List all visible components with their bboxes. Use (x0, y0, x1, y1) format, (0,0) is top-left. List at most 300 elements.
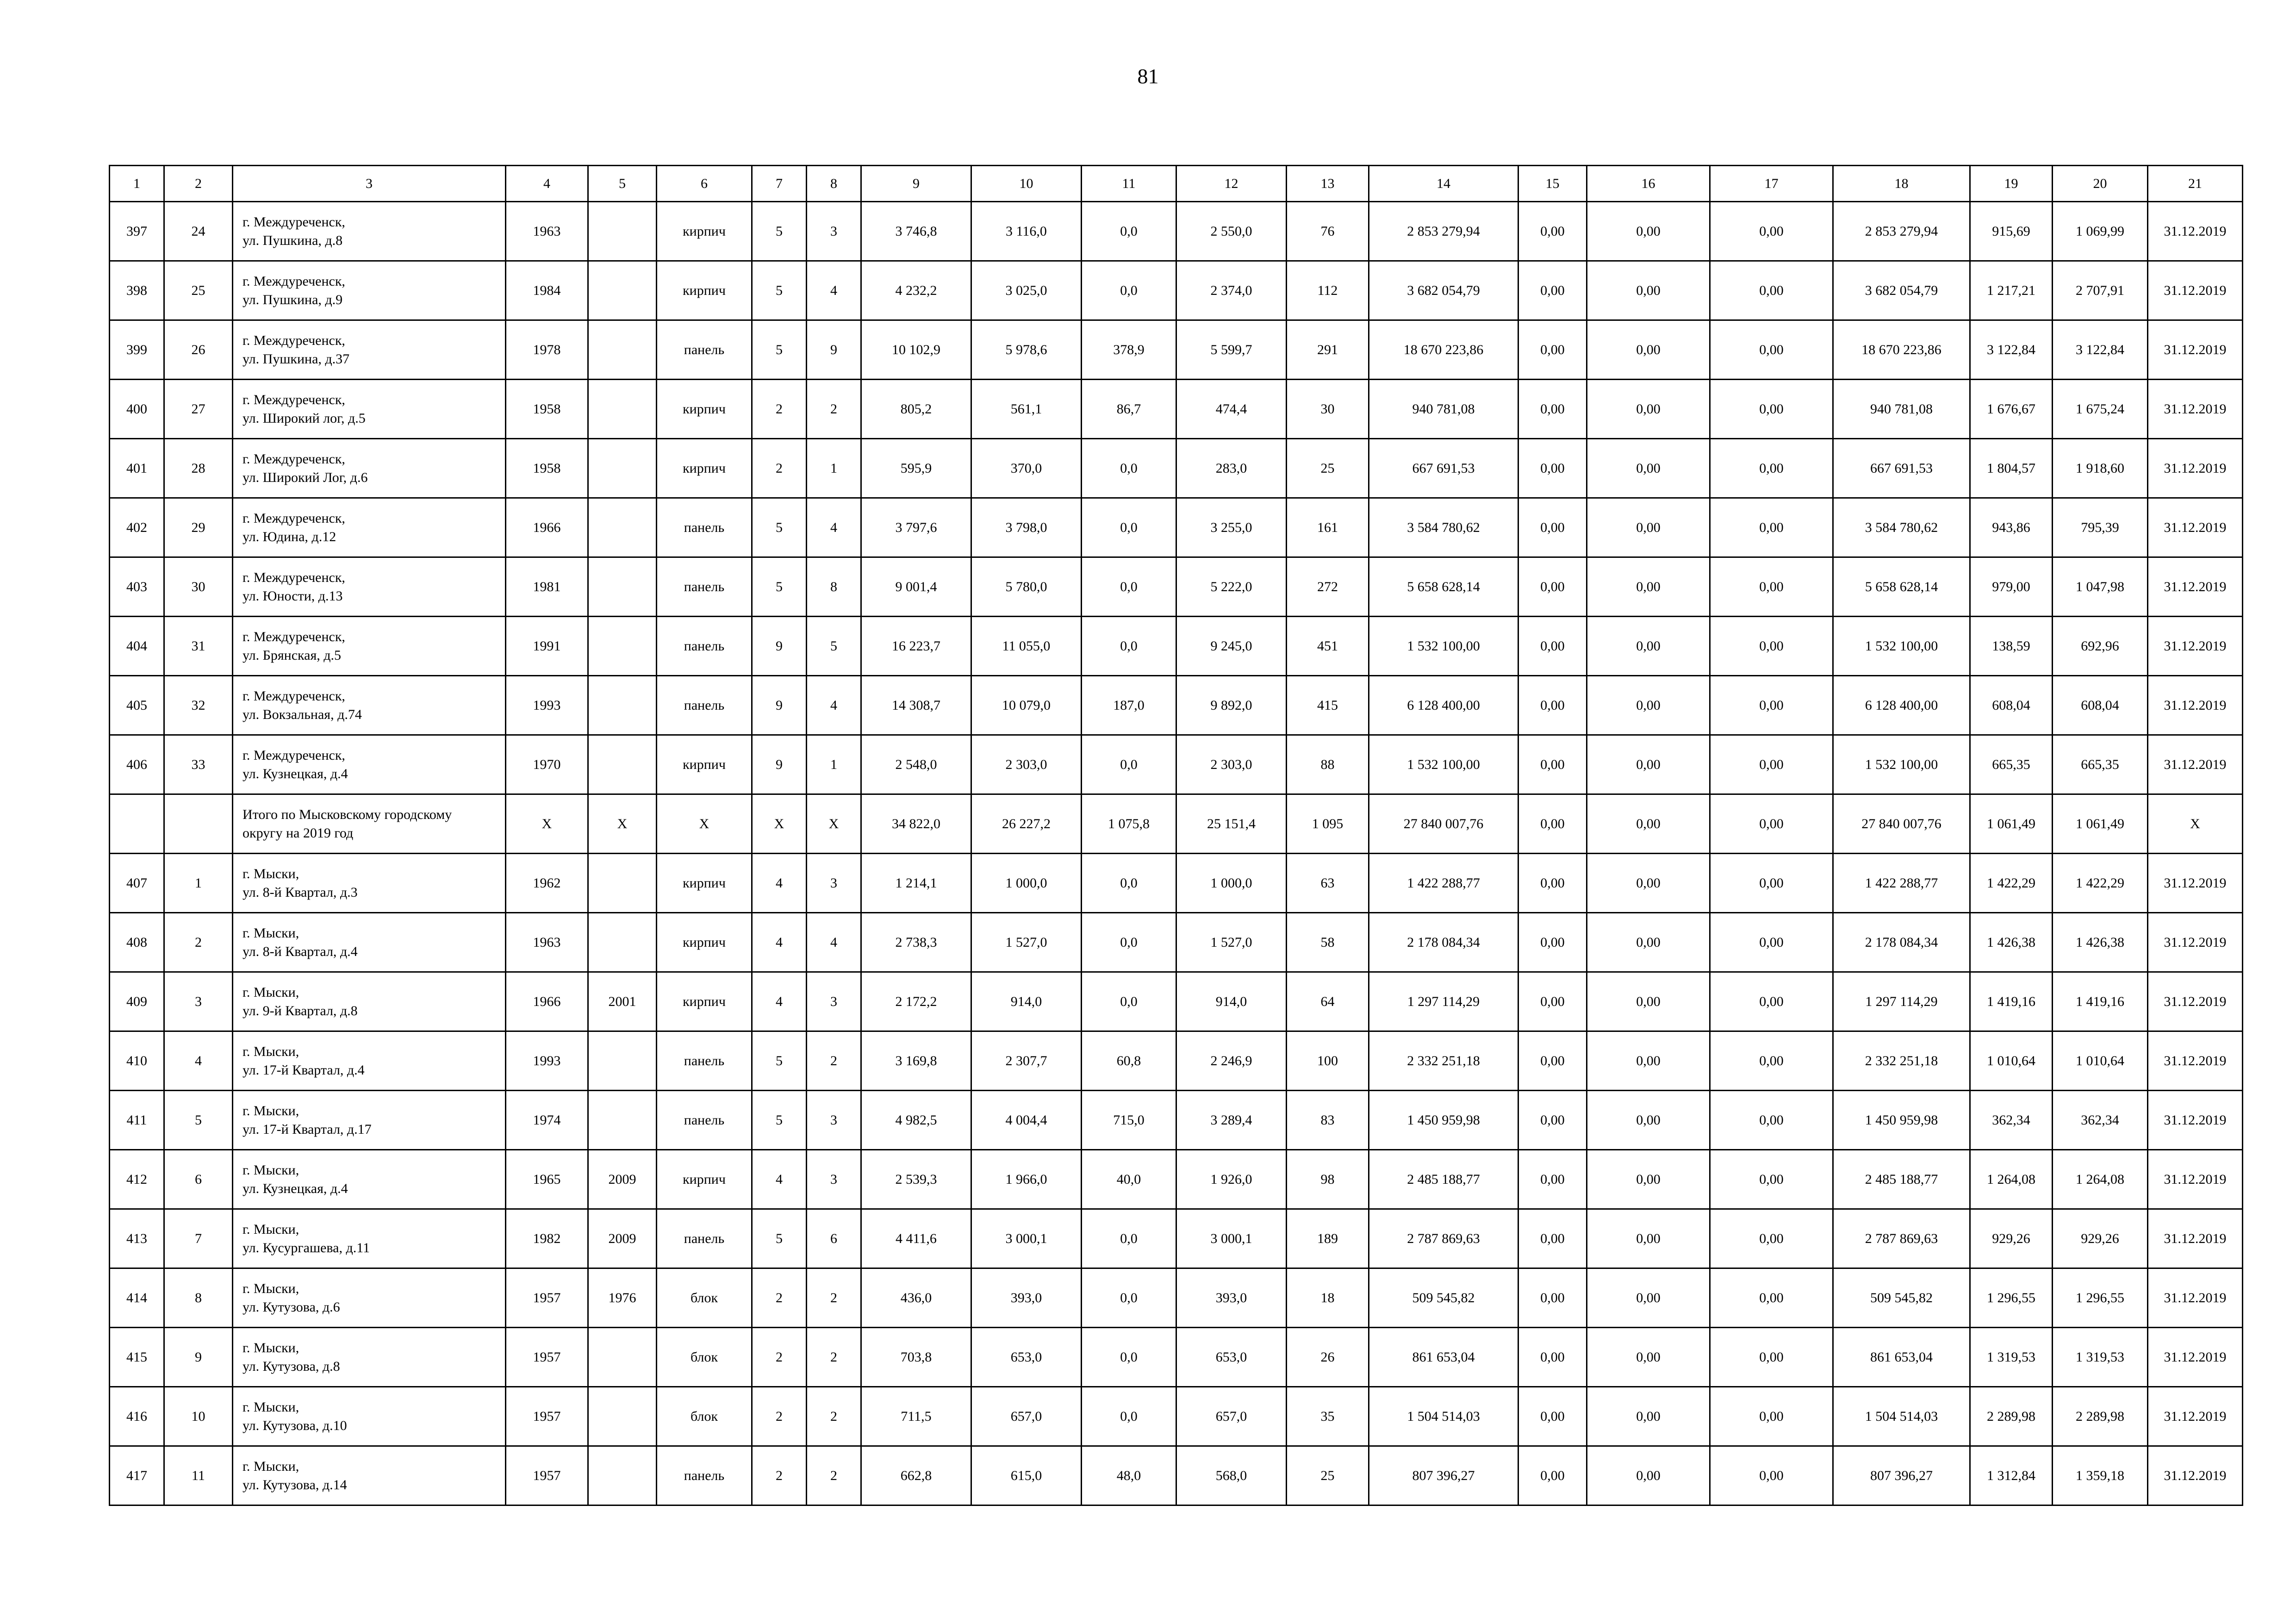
table-cell: 657,0 (1176, 1387, 1287, 1446)
table-cell: 1 527,0 (1176, 913, 1287, 972)
table-cell: 25 (164, 261, 233, 320)
table-cell: 451 (1287, 617, 1369, 676)
table-cell: 0,00 (1518, 854, 1587, 913)
table-cell: 929,26 (1970, 1209, 2053, 1268)
table-cell: 398 (110, 261, 164, 320)
table-cell: 0,00 (1710, 380, 1833, 439)
table-cell: 0,00 (1710, 1446, 1833, 1505)
table-cell: 5 (752, 1091, 807, 1150)
table-cell: 31.12.2019 (2148, 1268, 2243, 1328)
table-cell: 4 004,4 (971, 1091, 1082, 1150)
table-cell: 0,00 (1518, 1091, 1587, 1150)
table-cell: 914,0 (1176, 972, 1287, 1031)
table-cell: 0,00 (1710, 1091, 1833, 1150)
table-cell: 1 312,84 (1970, 1446, 2053, 1505)
table-cell: 1 214,1 (861, 854, 971, 913)
table-cell: 415 (110, 1328, 164, 1387)
address-line: г. Междуреченск, (243, 392, 345, 407)
table-cell: 1 532 100,00 (1369, 617, 1518, 676)
address-cell (233, 735, 506, 794)
table-cell: 2 332 251,18 (1369, 1031, 1518, 1091)
table-cell: 1 (807, 439, 861, 498)
table-cell: 1963 (506, 202, 588, 261)
table-row (110, 1446, 2243, 1505)
table-cell: 5 (807, 617, 861, 676)
table-cell: 0,00 (1587, 617, 1710, 676)
address-line: округу на 2019 год (243, 825, 354, 841)
table-cell: 31.12.2019 (2148, 1091, 2243, 1150)
address-cell (233, 854, 506, 913)
table-cell: 0,00 (1587, 261, 1710, 320)
table-cell: 26 227,2 (971, 794, 1082, 854)
table-cell: 3 000,1 (1176, 1209, 1287, 1268)
table-cell (588, 735, 657, 794)
table-cell: 3 (807, 972, 861, 1031)
table-cell: 5 222,0 (1176, 557, 1287, 617)
address-line: ул. Брянская, д.5 (243, 647, 342, 663)
table-cell: 0,00 (1518, 794, 1587, 854)
table-cell: 35 (1287, 1387, 1369, 1446)
table-cell: 1 (164, 854, 233, 913)
table-cell: 1 061,49 (1970, 794, 2053, 854)
table-cell: кирпич (657, 972, 752, 1031)
table-cell (588, 1031, 657, 1091)
table-cell: 2 (752, 1446, 807, 1505)
table-cell: 2 (807, 1031, 861, 1091)
table-cell: 1 359,18 (2053, 1446, 2148, 1505)
table-cell: 34 822,0 (861, 794, 971, 854)
table-cell: X (506, 794, 588, 854)
table-cell: 1 (807, 735, 861, 794)
table-cell: 979,00 (1970, 557, 2053, 617)
table-cell: 1 675,24 (2053, 380, 2148, 439)
table-cell: 2 539,3 (861, 1150, 971, 1209)
address-line: г. Междуреченск, (243, 214, 345, 230)
table-cell: 474,4 (1176, 380, 1287, 439)
table-cell: 1 047,98 (2053, 557, 2148, 617)
table-cell: 2 (807, 1387, 861, 1446)
address-line: ул. Кузнецкая, д.4 (243, 1181, 348, 1196)
table-cell: 5 (752, 498, 807, 557)
table-cell (588, 617, 657, 676)
address-line: ул. 17-й Квартал, д.17 (243, 1121, 372, 1137)
table-row (110, 854, 2243, 913)
table-cell: 0,00 (1587, 972, 1710, 1031)
table-cell: 940 781,08 (1833, 380, 1970, 439)
table-cell: 10 (164, 1387, 233, 1446)
table-cell: 0,00 (1710, 557, 1833, 617)
table-cell: панель (657, 617, 752, 676)
table-cell: 0,00 (1518, 380, 1587, 439)
table-cell (588, 261, 657, 320)
table-cell: 0,0 (1082, 439, 1176, 498)
address-cell (233, 557, 506, 617)
table-cell: 5 (752, 557, 807, 617)
table-cell: 393,0 (971, 1268, 1082, 1328)
table-cell: 0,00 (1710, 439, 1833, 498)
address-line: ул. Пушкина, д.37 (243, 351, 350, 367)
table-cell: 24 (164, 202, 233, 261)
table-cell: 33 (164, 735, 233, 794)
table-cell: 400 (110, 380, 164, 439)
table-cell: 509 545,82 (1369, 1268, 1518, 1328)
table-cell: 6 (807, 1209, 861, 1268)
table-cell: 9 (807, 320, 861, 380)
table-cell: 0,00 (1518, 617, 1587, 676)
table-cell: 0,00 (1710, 794, 1833, 854)
table-cell: панель (657, 676, 752, 735)
table-cell: 1 069,99 (2053, 202, 2148, 261)
table-cell: 0,00 (1587, 1209, 1710, 1268)
table-cell: 0,00 (1518, 498, 1587, 557)
table-cell: 1 296,55 (2053, 1268, 2148, 1328)
table-cell: 2 (752, 1387, 807, 1446)
table-cell: 805,2 (861, 380, 971, 439)
table-cell: 0,00 (1587, 1446, 1710, 1505)
table-cell: 2 374,0 (1176, 261, 1287, 320)
table-cell: 0,00 (1587, 498, 1710, 557)
address-line: г. Мыски, (243, 1103, 299, 1118)
table-cell: 27 840 007,76 (1833, 794, 1970, 854)
table-cell: 0,0 (1082, 913, 1176, 972)
table-cell: 83 (1287, 1091, 1369, 1150)
table-cell: 9 (164, 1328, 233, 1387)
table-cell: 0,00 (1587, 380, 1710, 439)
table-cell: 31.12.2019 (2148, 202, 2243, 261)
table-cell: 4 (807, 498, 861, 557)
table-cell: 608,04 (2053, 676, 2148, 735)
table-cell: 1 297 114,29 (1833, 972, 1970, 1031)
table-cell: 1 426,38 (1970, 913, 2053, 972)
table-cell: 0,00 (1518, 320, 1587, 380)
table-cell: 3 682 054,79 (1369, 261, 1518, 320)
address-line: г. Междуреченск, (243, 510, 345, 526)
column-header: 4 (506, 166, 588, 202)
table-cell: 6 128 400,00 (1369, 676, 1518, 735)
table-cell: 1 000,0 (1176, 854, 1287, 913)
table-cell: 416 (110, 1387, 164, 1446)
column-header: 13 (1287, 166, 1369, 202)
table-cell: 393,0 (1176, 1268, 1287, 1328)
table-cell: 8 (164, 1268, 233, 1328)
table-cell: 283,0 (1176, 439, 1287, 498)
table-cell: 1 419,16 (2053, 972, 2148, 1031)
table-cell: 595,9 (861, 439, 971, 498)
table-cell: 403 (110, 557, 164, 617)
table-cell: 2 787 869,63 (1833, 1209, 1970, 1268)
table-cell: 0,00 (1710, 320, 1833, 380)
table-cell: панель (657, 320, 752, 380)
table-row (110, 1031, 2243, 1091)
table-cell: 0,00 (1587, 794, 1710, 854)
table-cell: 1 095 (1287, 794, 1369, 854)
table-cell: 25 (1287, 439, 1369, 498)
table-cell: 3 (807, 202, 861, 261)
column-header: 15 (1518, 166, 1587, 202)
table-cell: 2 289,98 (2053, 1387, 2148, 1446)
table-cell: 807 396,27 (1833, 1446, 1970, 1505)
table-cell: X (588, 794, 657, 854)
table-cell: 1958 (506, 439, 588, 498)
table-cell: 1963 (506, 913, 588, 972)
table-cell: 0,00 (1587, 1268, 1710, 1328)
address-cell (233, 1091, 506, 1150)
table-cell: 3 122,84 (1970, 320, 2053, 380)
table-cell: 3 289,4 (1176, 1091, 1287, 1150)
table-cell: 715,0 (1082, 1091, 1176, 1150)
table-cell: 31.12.2019 (2148, 913, 2243, 972)
table-cell: 2 787 869,63 (1369, 1209, 1518, 1268)
table-cell: 1 319,53 (2053, 1328, 2148, 1387)
table-cell: 3 682 054,79 (1833, 261, 1970, 320)
column-header: 16 (1587, 166, 1710, 202)
table-cell: 0,00 (1587, 1387, 1710, 1446)
table-cell: 2 (807, 380, 861, 439)
table-cell: 0,00 (1518, 1387, 1587, 1446)
table-cell: кирпич (657, 913, 752, 972)
table-cell: 0,00 (1587, 676, 1710, 735)
address-line: г. Междуреченск, (243, 629, 345, 644)
housing-table (109, 165, 2243, 1506)
address-cell (233, 498, 506, 557)
total-row (110, 794, 2243, 854)
table-cell: 1 419,16 (1970, 972, 2053, 1031)
column-header: 19 (1970, 166, 2053, 202)
table-cell: 1 918,60 (2053, 439, 2148, 498)
table-cell: 3 584 780,62 (1369, 498, 1518, 557)
table-row (110, 617, 2243, 676)
table-cell: 795,39 (2053, 498, 2148, 557)
table-cell: 0,00 (1710, 1031, 1833, 1091)
table-cell: 26 (1287, 1328, 1369, 1387)
table-cell: 1 422 288,77 (1833, 854, 1970, 913)
table-cell: 0,00 (1710, 261, 1833, 320)
table-cell: кирпич (657, 1150, 752, 1209)
table-cell: 9 (752, 676, 807, 735)
table-cell: 31.12.2019 (2148, 439, 2243, 498)
table-cell: 14 308,7 (861, 676, 971, 735)
table-cell: 2 485 188,77 (1833, 1150, 1970, 1209)
table-cell: 914,0 (971, 972, 1082, 1031)
address-line: ул. Кутузова, д.10 (243, 1418, 347, 1433)
address-cell (233, 1268, 506, 1328)
table-cell: 2 853 279,94 (1833, 202, 1970, 261)
table-cell: 3 584 780,62 (1833, 498, 1970, 557)
table-cell: 406 (110, 735, 164, 794)
table-cell: блок (657, 1387, 752, 1446)
address-line: г. Мыски, (243, 1280, 299, 1296)
table-cell: 2 738,3 (861, 913, 971, 972)
table-cell: 703,8 (861, 1328, 971, 1387)
address-line: г. Мыски, (243, 1043, 299, 1059)
table-row (110, 1268, 2243, 1328)
address-line: г. Мыски, (243, 1399, 299, 1415)
table-cell: 9 892,0 (1176, 676, 1287, 735)
address-line: ул. 17-й Квартал, д.4 (243, 1062, 365, 1078)
table-cell: 9 245,0 (1176, 617, 1287, 676)
table-row (110, 1328, 2243, 1387)
table-cell: 0,00 (1518, 1446, 1587, 1505)
table-cell: 5 599,7 (1176, 320, 1287, 380)
table-cell (588, 1446, 657, 1505)
table-cell: 0,00 (1518, 557, 1587, 617)
table-cell: 0,0 (1082, 1387, 1176, 1446)
table-row (110, 320, 2243, 380)
table-cell: 5 (752, 202, 807, 261)
table-cell: 3 116,0 (971, 202, 1082, 261)
table-cell: 0,00 (1518, 202, 1587, 261)
table-cell: 0,00 (1587, 1328, 1710, 1387)
table-cell: 291 (1287, 320, 1369, 380)
table-cell: 711,5 (861, 1387, 971, 1446)
table-cell: 31.12.2019 (2148, 854, 2243, 913)
table-cell: 32 (164, 676, 233, 735)
table-cell: 4 (752, 972, 807, 1031)
address-line: г. Мыски, (243, 1458, 299, 1474)
table-cell: 409 (110, 972, 164, 1031)
table-cell: 0,00 (1710, 1150, 1833, 1209)
table-cell: 0,00 (1518, 972, 1587, 1031)
table-cell: 2 246,9 (1176, 1031, 1287, 1091)
table-cell: 1962 (506, 854, 588, 913)
address-cell (233, 202, 506, 261)
table-cell: 405 (110, 676, 164, 735)
table-cell: 64 (1287, 972, 1369, 1031)
table-cell: 0,00 (1710, 1268, 1833, 1328)
table-cell: 4 (752, 913, 807, 972)
table-cell: 1 422,29 (1970, 854, 2053, 913)
table-cell: 1 075,8 (1082, 794, 1176, 854)
table-cell: 98 (1287, 1150, 1369, 1209)
header-row (110, 166, 2243, 202)
table-cell: 40,0 (1082, 1150, 1176, 1209)
table-cell: 2 (752, 1268, 807, 1328)
table-cell: 48,0 (1082, 1446, 1176, 1505)
address-line: ул. Юности, д.13 (243, 588, 343, 604)
table-cell: 657,0 (971, 1387, 1082, 1446)
table-cell: 2 303,0 (1176, 735, 1287, 794)
table-cell: 0,00 (1587, 1031, 1710, 1091)
table-cell (588, 1387, 657, 1446)
table-cell: 4 (752, 1150, 807, 1209)
table-cell: 362,34 (1970, 1091, 2053, 1150)
table-cell: 9 (752, 617, 807, 676)
table-cell: 31.12.2019 (2148, 1328, 2243, 1387)
table-row (110, 1209, 2243, 1268)
address-cell (233, 1209, 506, 1268)
table-row (110, 735, 2243, 794)
table-cell (588, 854, 657, 913)
table-cell: 1 504 514,03 (1833, 1387, 1970, 1446)
address-line: ул. Юдина, д.12 (243, 529, 336, 544)
table-cell: 28 (164, 439, 233, 498)
table-cell: 1 264,08 (2053, 1150, 2148, 1209)
table-cell: 9 (752, 735, 807, 794)
table-cell: 18 670 223,86 (1369, 320, 1518, 380)
column-header: 11 (1082, 166, 1176, 202)
table-cell: 29 (164, 498, 233, 557)
table-cell: 411 (110, 1091, 164, 1150)
table-cell: 11 (164, 1446, 233, 1505)
table-cell: 31.12.2019 (2148, 735, 2243, 794)
table-cell: 1966 (506, 498, 588, 557)
table-cell: 161 (1287, 498, 1369, 557)
table-cell: 27 840 007,76 (1369, 794, 1518, 854)
address-cell (233, 1446, 506, 1505)
table-cell: 692,96 (2053, 617, 2148, 676)
table-cell: 2 (807, 1268, 861, 1328)
table-cell: 561,1 (971, 380, 1082, 439)
table-cell: 929,26 (2053, 1209, 2148, 1268)
table-cell: 404 (110, 617, 164, 676)
table-cell: 667 691,53 (1833, 439, 1970, 498)
table-row (110, 498, 2243, 557)
table-cell (588, 498, 657, 557)
column-header: 2 (164, 166, 233, 202)
table-cell: 0,00 (1587, 202, 1710, 261)
table-cell: 58 (1287, 913, 1369, 972)
table-cell: 0,00 (1587, 913, 1710, 972)
table-cell: 0,00 (1710, 676, 1833, 735)
table-cell: 915,69 (1970, 202, 2053, 261)
table-cell: 940 781,08 (1369, 380, 1518, 439)
table-cell: 2 178 084,34 (1369, 913, 1518, 972)
table-cell: 2 (752, 380, 807, 439)
address-line: г. Междуреченск, (243, 747, 345, 763)
address-cell (233, 439, 506, 498)
table-cell: 0,00 (1710, 498, 1833, 557)
table-cell: 18 (1287, 1268, 1369, 1328)
table-cell: 410 (110, 1031, 164, 1091)
address-line: г. Мыски, (243, 1221, 299, 1237)
table-cell: 1 010,64 (2053, 1031, 2148, 1091)
table-cell: 31.12.2019 (2148, 617, 2243, 676)
table-cell: панель (657, 1446, 752, 1505)
table-cell: 0,0 (1082, 498, 1176, 557)
address-line: ул. Кутузова, д.14 (243, 1477, 347, 1493)
address-line: ул. Пушкина, д.9 (243, 292, 343, 307)
table-cell: 1 926,0 (1176, 1150, 1287, 1209)
table-cell: 3 025,0 (971, 261, 1082, 320)
table-cell: 1 532 100,00 (1833, 735, 1970, 794)
table-cell: 3 746,8 (861, 202, 971, 261)
table-cell (588, 202, 657, 261)
table-cell: панель (657, 1091, 752, 1150)
table-cell: 0,0 (1082, 261, 1176, 320)
table-cell: 0,00 (1587, 320, 1710, 380)
table-cell: 0,00 (1587, 557, 1710, 617)
table-cell (110, 794, 164, 854)
table-cell: 662,8 (861, 1446, 971, 1505)
table-cell: 1 319,53 (1970, 1328, 2053, 1387)
table-cell: 1974 (506, 1091, 588, 1150)
table-row (110, 1091, 2243, 1150)
table-cell: 31.12.2019 (2148, 1150, 2243, 1209)
table-cell: 31.12.2019 (2148, 261, 2243, 320)
table-cell: 187,0 (1082, 676, 1176, 735)
table-cell: 1984 (506, 261, 588, 320)
table-cell (164, 794, 233, 854)
table-cell: кирпич (657, 735, 752, 794)
table-cell: 1 966,0 (971, 1150, 1082, 1209)
table-cell: 31.12.2019 (2148, 1387, 2243, 1446)
table-cell: 1 422,29 (2053, 854, 2148, 913)
table-row (110, 202, 2243, 261)
address-cell (233, 913, 506, 972)
table-cell: 100 (1287, 1031, 1369, 1091)
table-cell: 63 (1287, 854, 1369, 913)
table-cell: 608,04 (1970, 676, 2053, 735)
